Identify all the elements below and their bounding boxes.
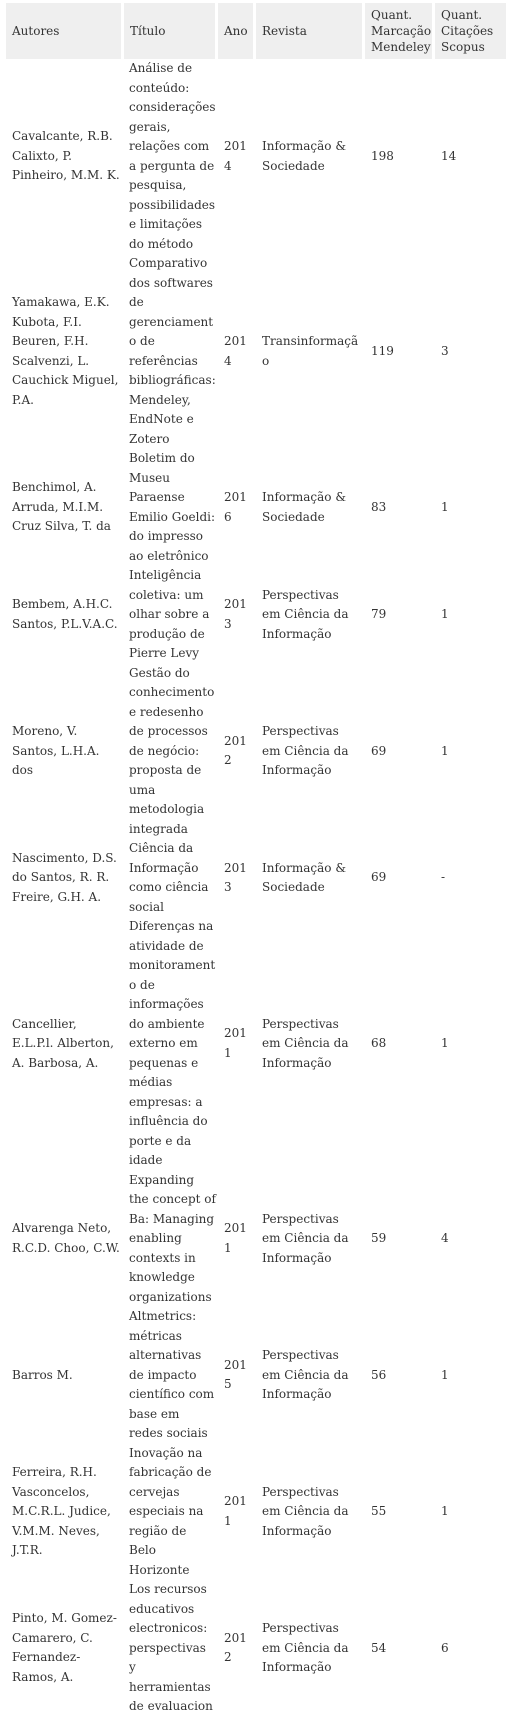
cell-titulo: Los recursos educativos electronicos: perspectivas y herramientas de evaluacion [129, 1582, 213, 1713]
table-row [6, 664, 506, 840]
cell-scopus: 1 [441, 1367, 449, 1382]
cell-scopus: - [441, 870, 446, 885]
cell-mendeley: 56 [371, 1367, 387, 1382]
cell-autores: Cavalcante, R.B. Calixto, P. Pinheiro, M.M. K. [12, 129, 120, 183]
cell-ano: 2014 [224, 139, 247, 173]
header-titulo: Título [124, 3, 218, 59]
cell-ano: 2011 [224, 1026, 247, 1060]
cell-autores: Bembem, A.H.C. Santos, P.L.V.A.C. [12, 597, 118, 631]
table-row [6, 566, 506, 664]
cell-autores: Moreno, V. Santos, L.H.A. dos [12, 724, 100, 777]
table-row [6, 254, 506, 449]
cell-mendeley: 198 [371, 148, 394, 163]
cell-autores: Yamakawa, E.K. Kubota, F.I. Beuren, F.H. Scalvenzi, L. Cauchick Miguel, P.A. [12, 295, 119, 407]
cell-scopus: 1 [441, 607, 449, 621]
table-row [6, 1307, 506, 1444]
cell-revista: Informação & Sociedade [262, 860, 346, 894]
cell-mendeley: 69 [371, 870, 387, 885]
header-row [6, 3, 506, 59]
cell-titulo: Expanding the concept of Ba: Managing enabling contexts in knowledge organizations [129, 1172, 216, 1304]
cell-revista: Transinformação [262, 334, 359, 368]
cell-revista: Perspectivas em Ciência da Informação [262, 587, 349, 641]
table-row [6, 1444, 506, 1581]
cell-revista: Perspectivas em Ciência da Informação [262, 724, 349, 777]
table-row [6, 1171, 506, 1308]
cell-mendeley: 119 [371, 343, 394, 358]
cell-ano: 2013 [224, 860, 247, 894]
cell-revista: Perspectivas em Ciência da Informação [262, 1621, 349, 1674]
cell-revista: Informação & Sociedade [262, 139, 346, 173]
cell-scopus: 1 [441, 1504, 449, 1518]
cell-ano: 2011 [224, 1221, 247, 1255]
cell-autores: Ferreira, R.H. Vasconcelos, M.C.R.L. Judice, V.M.M. Neves, J.T.R. [12, 1465, 111, 1557]
cell-revista: Perspectivas em Ciência da Informação [262, 1348, 349, 1401]
table-row [6, 59, 506, 254]
header-scopus: Quant. Citações Scopus [435, 3, 506, 59]
cell-scopus: 14 [441, 148, 457, 163]
cell-mendeley: 69 [371, 743, 387, 758]
cell-ano: 2014 [224, 334, 247, 368]
cell-scopus: 1 [441, 499, 449, 514]
table-header [6, 3, 506, 59]
table-row [6, 449, 506, 566]
cell-scopus: 6 [441, 1640, 449, 1655]
table-body [6, 59, 506, 1717]
cell-autores: Cancellier, E.L.P.l. Alberton, A. Barbosa, A. [12, 1016, 114, 1070]
cell-titulo: Altmetrics: métricas alternativas de impacto científico com base em redes sociais [129, 1309, 215, 1440]
cell-mendeley: 54 [371, 1640, 387, 1655]
cell-ano: 2012 [224, 733, 247, 768]
cell-revista: Perspectivas em Ciência da Informação [262, 1016, 349, 1070]
cell-ano: 2011 [224, 1494, 247, 1528]
cell-autores: Nascimento, D.S. do Santos, R. R. Freire, G.H. A. [12, 850, 117, 904]
cell-titulo: Gestão do conhecimento e redesenho de processos de negócio: proposta de uma metodologia integrada [129, 665, 215, 836]
cell-ano: 2016 [224, 490, 247, 524]
header-revista: Revista [256, 3, 365, 59]
cell-scopus: 4 [441, 1231, 449, 1245]
cell-ano: 2012 [224, 1630, 247, 1665]
header-mendeley: Quant. Marcação Mendeley [365, 3, 435, 59]
cell-mendeley: 83 [371, 499, 387, 514]
cell-mendeley: 68 [371, 1036, 387, 1050]
table-row [6, 839, 506, 917]
cell-titulo: Ciência da Informação como ciência social [129, 841, 209, 914]
cell-scopus: 1 [441, 743, 449, 758]
cell-mendeley: 55 [371, 1504, 387, 1518]
cell-titulo: Análise de conteúdo: considerações gerais, relações com a pergunta de pesquisa, possibilidades e limitações do método [129, 61, 216, 251]
header-autores: Autores [6, 3, 124, 59]
cell-revista: Perspectivas em Ciência da Informação [262, 1211, 349, 1265]
cell-revista: Perspectivas em Ciência da Informação [262, 1484, 349, 1538]
cell-titulo: Inteligência coletiva: um olhar sobre a produção de Pierre Levy [129, 568, 210, 660]
cell-titulo: Boletim do Museu Paraense Emilio Goeldi: do impresso ao eletrônico [129, 451, 216, 563]
citations-table [6, 3, 506, 1717]
cell-ano: 2015 [224, 1357, 247, 1392]
cell-scopus: 3 [441, 343, 449, 358]
cell-titulo: Inovação na fabricação de cervejas especiais na região de Belo Horizonte [129, 1445, 212, 1577]
cell-titulo: Comparativo dos softwares de gerenciamento de referências bibliográficas: Mendeley, EndNote e Zotero [129, 256, 216, 446]
cell-mendeley: 59 [371, 1231, 387, 1245]
table-row [6, 917, 506, 1171]
header-ano: Ano [218, 3, 256, 59]
cell-scopus: 1 [441, 1036, 449, 1050]
cell-titulo: Diferenças na atividade de monitoramento de informações do ambiente externo em pequenas e médias empresas: a influência do porte e da idade [129, 919, 216, 1167]
cell-autores: Pinto, M. Gomez-Camarero, C. Fernandez-Ramos, A. [12, 1611, 117, 1684]
cell-autores: Barros M. [12, 1367, 73, 1382]
cell-autores: Alvarenga Neto, R.C.D. Choo, C.W. [12, 1221, 120, 1255]
cell-mendeley: 79 [371, 607, 387, 621]
cell-revista: Informação & Sociedade [262, 490, 346, 524]
cell-autores: Benchimol, A. Arruda, M.I.M. Cruz Silva, T. da [12, 480, 111, 534]
cell-ano: 2013 [224, 597, 247, 631]
table-row [6, 1580, 506, 1717]
